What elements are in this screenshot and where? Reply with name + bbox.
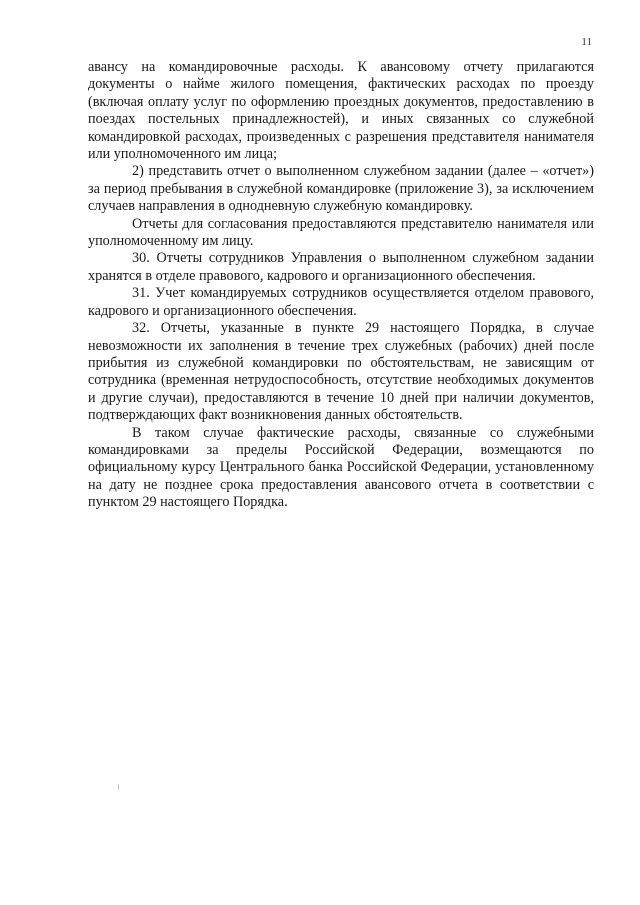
paragraph-reports-approval: Отчеты для согласования предоставляются представителю нанимателя или уполномоченному им лицу.	[88, 215, 594, 250]
paragraph-advance-report-docs: авансу на командировочные расходы. К авансовому отчету прилагаются документы о найме жилого помещения, фактических расходах по проезду (включая оплату услуг по оформлению проездных документов, предоставлению в поездах постельных принадлежностей), и иных связанных со служебной командировкой расходах, произведенных с разрешения представителя нанимателя или уполномоченного им лица;	[88, 59, 594, 163]
paragraph-item-32-late-reports: 32. Отчеты, указанные в пункте 29 настоящего Порядка, в случае невозможности их заполнения в течение трех служебных (рабочих) дней после прибытия из служебной командировки по обстоятельствам, не зависящим от сотрудника (временная нетрудоспособность, отсутствие необходимых документов и другие случаи), предоставляются в течение 10 дней при наличии документов, подтверждающих факт возникновения данных обстоятельств.	[88, 320, 594, 424]
paragraph-item-30-report-storage: 30. Отчеты сотрудников Управления о выполненном служебном задании хранятся в отделе правового, кадрового и организационного обеспечения.	[88, 250, 594, 284]
scan-speck	[118, 784, 119, 790]
paragraph-item-31-accounting: 31. Учет командируемых сотрудников осуществляется отделом правового, кадрового и организационного обеспечения.	[88, 285, 594, 319]
paragraph-item-2-task-report: 2) представить отчет о выполненном служебном задании (далее – «отчет») за период пребывания в служебной командировке (приложение 3), за исключением случаев направления в однодневную служебную командировку.	[88, 163, 594, 215]
page-number: 11	[581, 36, 592, 48]
document-body	[88, 59, 594, 512]
paragraph-foreign-expenses: В таком случае фактические расходы, связанные со служебными командировками за пределы Российской Федерации, возмещаются по официальному курсу Центрального банка Российской Федерации, установленному на дату не позднее срока предоставления авансового отчета в соответствии с пунктом 29 настоящего Порядка.	[88, 424, 594, 511]
